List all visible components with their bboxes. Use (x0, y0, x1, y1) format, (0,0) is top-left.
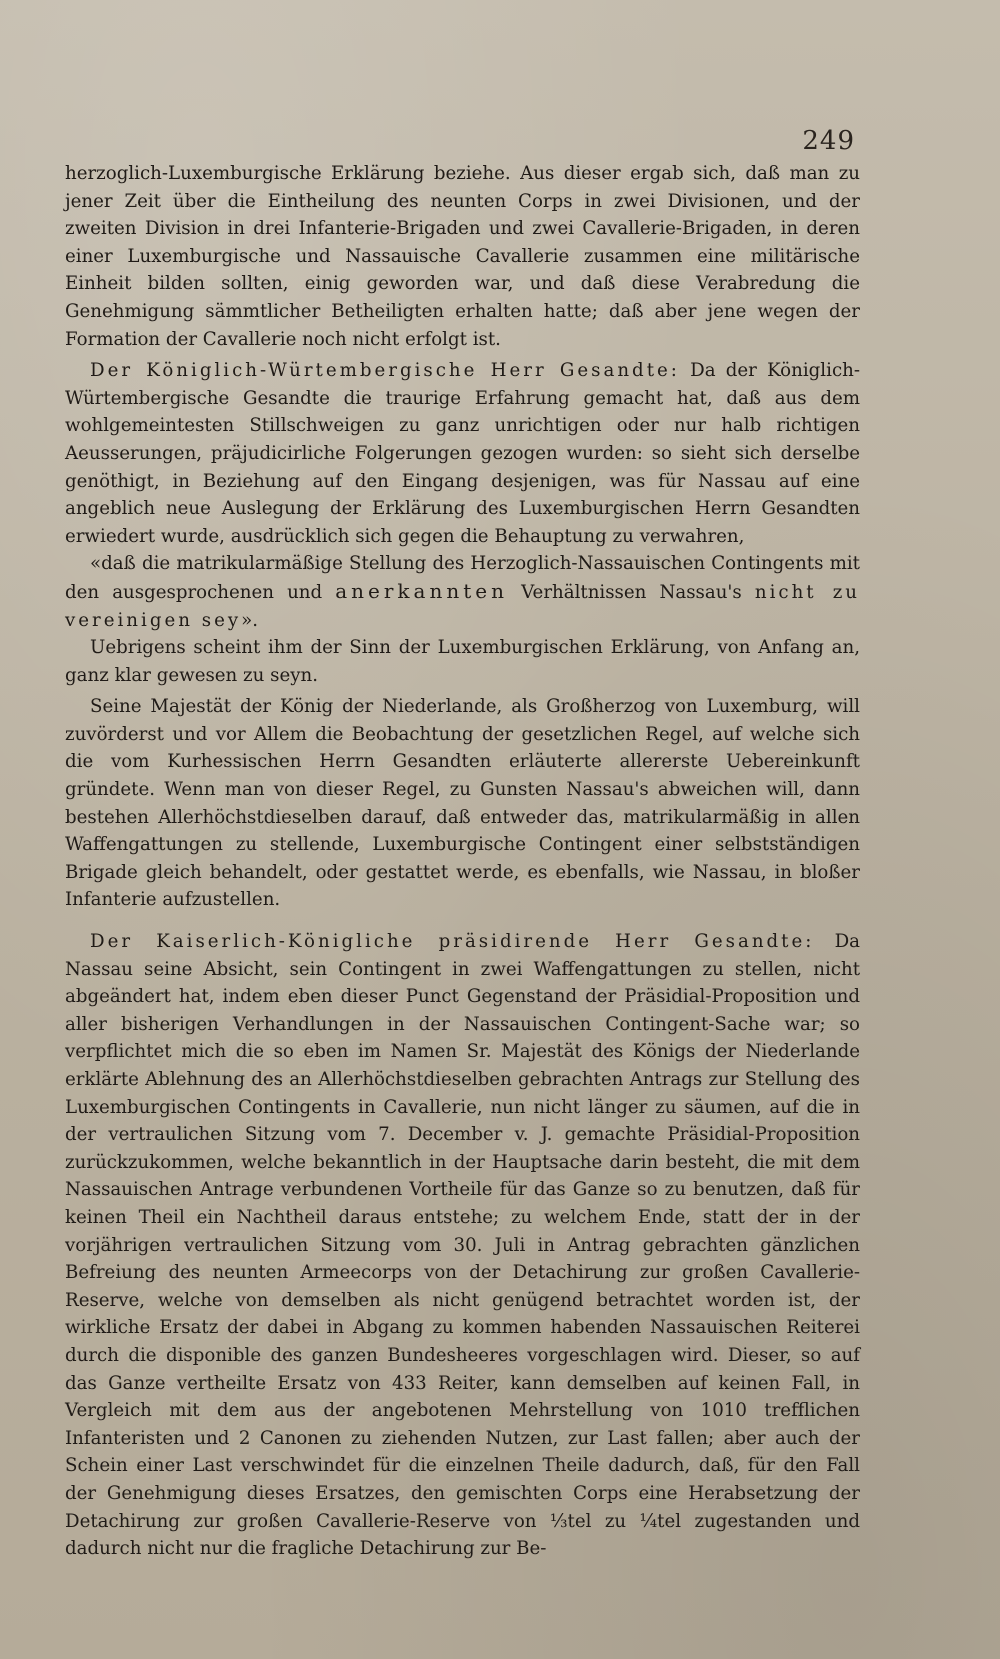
paragraph-continuation: herzoglich-Luxemburgische Erklärung beziehe. Aus dieser ergab sich, daß man zu jener Zeit über die Eintheilung des neunten Corps in zwei Divisionen, und der zweiten Division in drei Infanterie-Brigaden und zwei Cavallerie-Brigaden, in deren einer Luxemburgische und Nassauische Cavallerie zusammen eine militärische Einheit bilden sollten, einig geworden war, und daß diese Verabredung die Genehmigung sämmtlicher Betheiligten erhalten hatte; daß aber jene wegen der Formation der Cavallerie noch nicht erfolgt ist. (65, 163, 860, 350)
page-number: 249 (802, 126, 855, 156)
paragraph-majestaet: Seine Majestät der König der Niederlande, als Großherzog von Luxemburg, will zuvörderst und vor Allem die Beobachtung der gesetzlichen Regel, auf welche sich die vom Kurhessischen Herrn Gesandten erläuterte allererste Uebereinkunft gründete. Wenn man von dieser Regel, zu Gunsten Nassau's abweichen will, dann bestehen Allerhöchstdieselben darauf, daß entweder das, matrikularmäßig in allen Waffengattungen zu stellende, Luxemburgische Contingent einer selbstständigen Brigade gleich behandelt, oder gestattet werde, es ebenfalls, wie Nassau, in bloßer Infanterie aufzustellen. (65, 696, 860, 911)
body-text (65, 160, 860, 1563)
speaker-wuerttemberg: Der Königlich-Würtembergische Herr Gesandte: (90, 360, 680, 382)
paragraph-praesidium (65, 928, 860, 1563)
paragraph-uebrigens: Uebrigens scheint ihm der Sinn der Luxemburgischen Erklärung, von Anfang an, ganz klar gewesen zu seyn. (65, 637, 860, 686)
paragraph-wuerttemberg (65, 357, 860, 550)
quote-emphasis-anerkannten: anerkannten (335, 578, 508, 603)
quoted-passage (65, 550, 860, 634)
quote-end: ». (241, 609, 259, 631)
quote-part-2: Verhältnissen Nassau's (508, 581, 755, 603)
statement-praesidium: Da Nassau seine Absicht, sein Contingent in zwei Waffengattungen zu stellen, nicht abgeändert hat, indem eben dieser Punct Gegenstand der Präsidial-Proposition und aller bisherigen Verhandlungen in der Nassauischen Contingent-Sache war; so verpflichtet mich die so eben im Namen Sr. Majestät des Königs der Niederlande erklärte Ablehnung des an Allerhöchstdieselben gebrachten Antrags zur Stellung des Luxemburgischen Contingents in Cavallerie, nun nicht länger zu säumen, auf die in der vertraulichen Sitzung vom 7. December v. J. gemachte Präsidial-Proposition zurückzukommen, welche bekanntlich in der Hauptsache darin besteht, die mit dem Nassauischen Antrage verbundenen Vortheile für das Ganze so zu benutzen, daß für keinen Theil ein Nachtheil daraus entstehe; zu welchem Ende, statt der in der vorjährigen vertraulichen Sitzung vom 30. Juli in Antrag gebrachten gänzlichen Befreiung des neunten Armeecorps von der Detachirung zur großen Cavallerie-Reserve, welche von demselben als nicht genügend betrachtet worden ist, der wirkliche Ersatz der dabei in Abgang zu kommen habenden Nassauischen Reiterei durch die disponible des ganzen Bundesheeres vorgeschlagen wird. Dieser, so auf das Ganze vertheilte Ersatz von 433 Reiter, kann demselben auf keinen Fall, in Vergleich mit dem aus der angebotenen Mehrstellung von 1010 trefflichen Infanteristen und 2 Canonen zu ziehenden Nutzen, zur Last fallen; aber auch der Schein einer Last verschwindet für die einzelnen Theile dadurch, daß, für den Fall der Genehmigung dieses Ersatzes, den gemischten Corps eine Herabsetzung der Detachirung zur großen Cavallerie-Reserve von ⅓tel zu ¼tel zugestanden und dadurch nicht nur die fragliche Detachirung zur Be- (65, 931, 860, 1560)
quote-emphasis-nicht-zu-vereinigen: nicht zu vereinigen sey (65, 581, 860, 631)
statement-wuerttemberg: Da der Königlich-Würtembergische Gesandte die traurige Erfahrung gemacht hat, daß aus dem wohlgemeintesten Stillschweigen zu ganz unrichtigen oder nur halb richtigen Aeusserungen, präjudicirliche Folgerungen gezogen wurden: so sieht sich derselbe genöthigt, in Beziehung auf den Eingang desjenigen, was für Nassau auf eine angeblich neue Auslegung der Erklärung des Luxemburgischen Herrn Gesandten erwiedert wurde, ausdrücklich sich gegen die Behauptung zu verwahren, (65, 360, 860, 547)
speaker-praesidium: Der Kaiserlich-Königliche präsidirende Herr Gesandte: (90, 931, 815, 953)
quote-part-1: «daß die matrikularmäßige Stellung des Herzoglich-Nassauischen Contingents mit den ausgesprochenen und (65, 553, 860, 603)
